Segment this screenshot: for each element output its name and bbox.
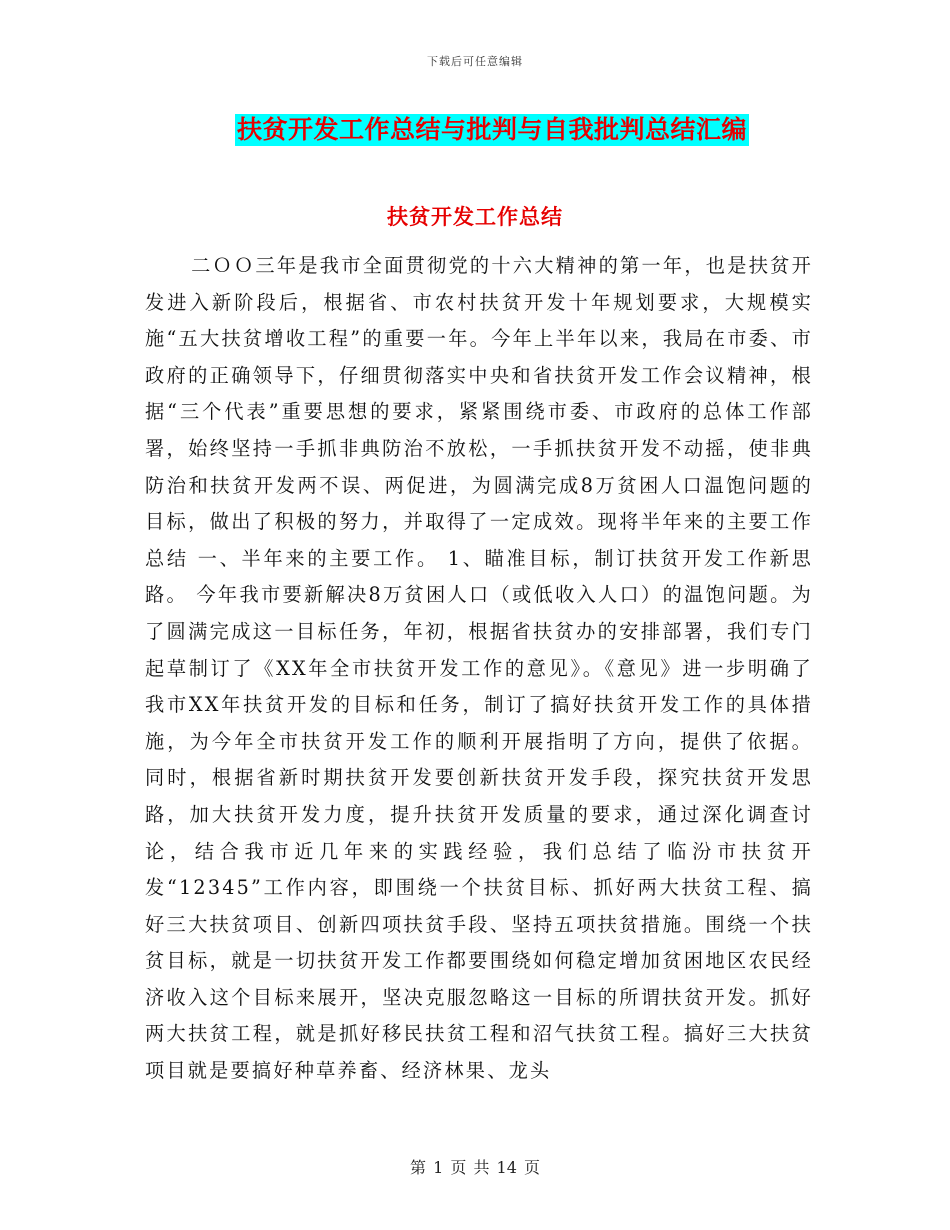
document-title: 扶贫开发工作总结与批判与自我批判总结汇编: [237, 115, 748, 144]
page-header-note: 下载后可任意编辑: [427, 55, 523, 68]
page-number-indicator: 第 1 页 共 14 页: [410, 1158, 540, 1177]
section-title: 扶贫开发工作总结: [387, 205, 563, 229]
body-paragraph: 二ＯＯ三年是我市全面贯彻党的十六大精神的第一年，也是扶贫开发进入新阶段后，根据省、市农村扶贫开发十年规划要求，大规模实施“五大扶贫增收工程”的重要一年。今年上半年以来，我局在市委、市政府的正确领导下，仔细贯彻落实中央和省扶贫开发工作会议精神，根据“三个代表”重要思想的要求，紧紧围绕市委、市政府的总体工作部署，始终坚持一手抓非典防治不放松，一手抓扶贫开发不动摇，使非典防治和扶贫开发两不误、两促进，为圆满完成8万贫困人口温饱问题的目标，做出了积极的努力，并取得了一定成效。现将半年来的主要工作总结 一、半年来的主要工作。 1、瞄准目标，制订扶贫开发工作新思路。 今年我市要新解决8万贫困人口（或低收入人口）的温饱问题。为了圆满完成这一目标任务，年初，根据省扶贫办的安排部署，我们专门起草制订了《XX年全市扶贫开发工作的意见》。《意见》进一步明确了我市XX年扶贫开发的目标和任务，制订了搞好扶贫开发工作的具体措施，为今年全市扶贫开发工作的顺利开展指明了方向，提供了依据。 同时，根据省新时期扶贫开发要创新扶贫开发手段，探究扶贫开发思路，加大扶贫开发力度，提升扶贫开发质量的要求，通过深化调查讨论，结合我市近几年来的实践经验，我们总结了临汾市扶贫开发“12345”工作内容，即围绕一个扶贫目标、抓好两大扶贫工程、搞好三大扶贫项目、创新四项扶贫手段、坚持五项扶贫措施。围绕一个扶贫目标，就是一切扶贫开发工作都要围绕如何稳定增加贫困地区农民经济收入这个目标来展开，坚决克服忽略这一目标的所谓扶贫开发。抓好两大扶贫工程，就是抓好移民扶贫工程和沼气扶贫工程。搞好三大扶贫项目就是要搞好种草养畜、经济林果、龙头: [145, 254, 813, 1083]
body-text: [145, 248, 813, 1090]
